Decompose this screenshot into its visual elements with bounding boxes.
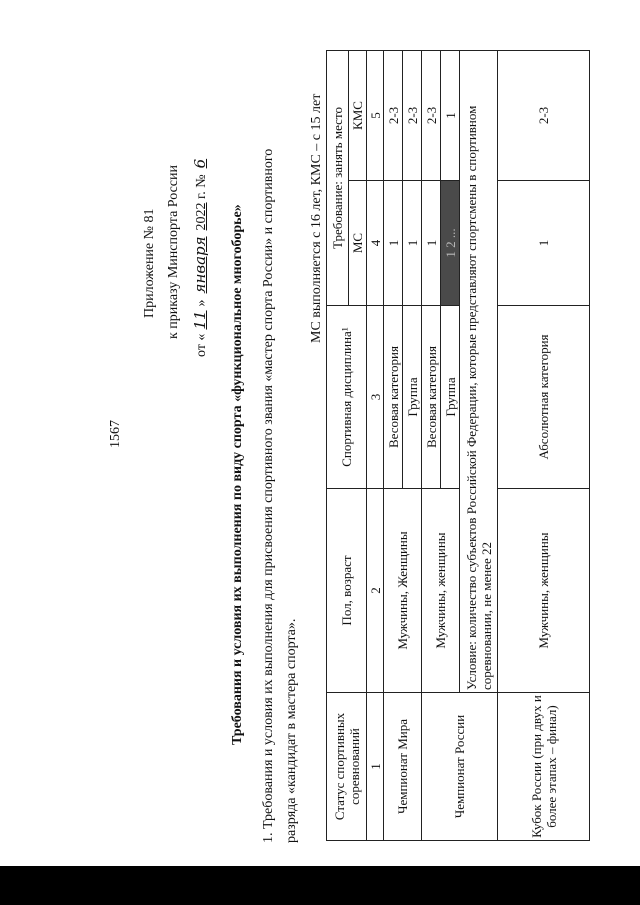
russia-discipline-weight: Весовая категория [422, 306, 441, 489]
world-discipline-group: Группа [403, 306, 422, 489]
russia-status: Чемпионат России [422, 693, 498, 841]
header-requirement: Требование: занять место [327, 50, 349, 305]
russia-group-ms: 1 2 ... [441, 181, 460, 306]
header-ms: МС [349, 181, 367, 306]
world-gender: Мужчины, Женщины [384, 489, 422, 693]
order-day: 11 [191, 310, 209, 330]
world-group-kms: 2-3 [403, 50, 422, 180]
header-status: Статус спортивных соревнований [327, 693, 367, 841]
section-1-line-2: разряда «кандидат в мастера спорта». [284, 618, 299, 843]
russia-discipline-group: Группа [441, 306, 460, 489]
column-number: 4 [367, 181, 384, 306]
scan-border [0, 866, 640, 905]
requirements-table [326, 50, 590, 841]
page-number: 1567 [108, 420, 123, 448]
header-kms: КМС [349, 50, 367, 180]
header-discipline: Спортивная дисциплина¹ [327, 306, 367, 489]
cup-status: Кубок России (при двух и более этапах – финал) [498, 693, 590, 841]
column-number: 5 [367, 50, 384, 180]
russia-group-kms: 1 [441, 50, 460, 180]
column-number: 2 [367, 489, 384, 693]
order-number: 6 [191, 158, 209, 169]
russia-weight-kms: 2-3 [422, 50, 441, 180]
cup-ms: 1 [498, 181, 590, 306]
column-number: 1 [367, 693, 384, 841]
cup-discipline: Абсолютная категория [498, 306, 590, 489]
rotated-content [60, 3, 580, 863]
russia-gender: Мужчины, женщины [422, 489, 460, 693]
world-status: Чемпионат Мира [384, 693, 422, 841]
order-month: января [191, 236, 209, 294]
order-reference: к приказу Минспорта России [166, 165, 181, 339]
column-number: 3 [367, 306, 384, 489]
cup-kms: 2-3 [498, 50, 590, 180]
world-discipline-weight: Весовая категория [384, 306, 403, 489]
cup-gender: Мужчины, женщины [498, 489, 590, 693]
age-note: МС выполняется с 16 лет, КМС – с 15 лет [309, 93, 324, 343]
appendix-label: Приложение № 81 [142, 208, 157, 318]
header-gender-age: Пол, возраст [327, 489, 367, 693]
order-year: 2022 [194, 202, 209, 231]
russia-weight-ms: 1 [422, 181, 441, 306]
order-date-line: от «11»января2022 г. №6 [192, 153, 210, 357]
world-weight-ms: 1 [384, 181, 403, 306]
world-group-ms: 1 [403, 181, 422, 306]
russia-condition: Условие: количество субъектов Российской Федерации, которые представляют спортсмены в спортивном соревновании, не менее 22 [460, 50, 498, 692]
document-title: Требования и условия их выполнения по виду спорта «функциональное многоборье» [230, 204, 245, 745]
section-1-line-1: 1. Требования и условия их выполнения для присвоения спортивного звания «мастер спорта России» и спортивного [261, 148, 276, 843]
world-weight-kms: 2-3 [384, 50, 403, 180]
